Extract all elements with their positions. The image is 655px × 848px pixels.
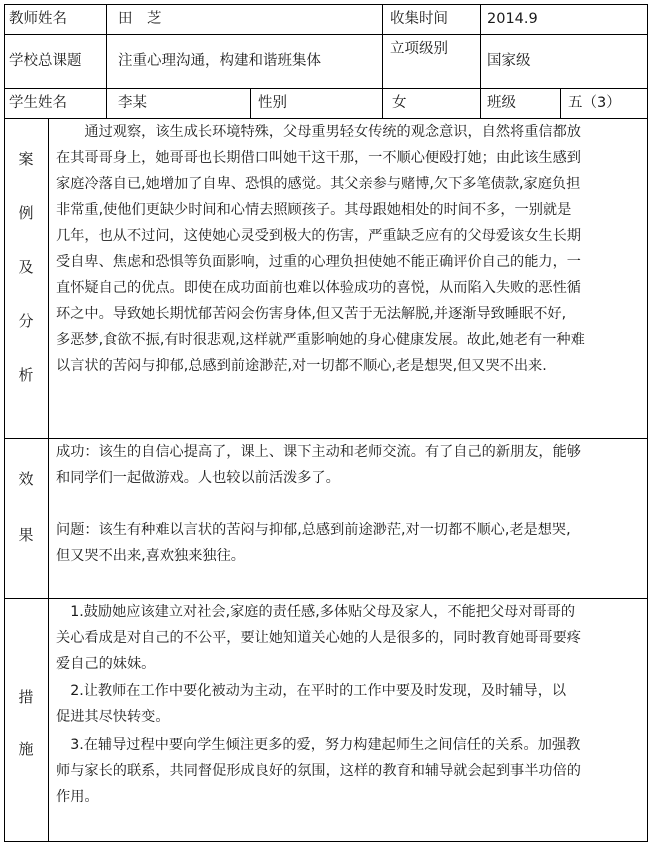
- student-name-label: 学生姓名: [9, 95, 67, 111]
- effect-side-label-1: 果: [18, 526, 34, 544]
- effect-problem-text: 问题：该生有种难以言状的苦闷与抑郁,总感到前途渺茫,对一切都不顺心,老是想哭, 但又哭不出来,喜欢独来独往。: [56, 522, 571, 564]
- case-side-label-4: 析: [18, 366, 34, 384]
- col-divider: [106, 4, 107, 118]
- row-divider: [4, 34, 648, 35]
- gender-label: 性别: [258, 95, 287, 111]
- collect-time-label: 收集时间: [390, 11, 448, 27]
- class-value: 五（3）: [568, 95, 621, 111]
- measure-item-2: 2.让教师在工作中要化被动为主动，在平时的工作中要及时发现，及时辅导，以 促进其尽快转变。: [56, 683, 567, 725]
- col-divider: [48, 118, 49, 842]
- measure-item-3: 3.在辅导过程中要向学生倾注更多的爱，努力构建起师生之间信任的关系。加强教 师与家长的联系，共同督促形成良好的氛围，这样的教育和辅导就会起到事半功倍的 作用。: [56, 737, 581, 805]
- col-divider: [480, 4, 481, 118]
- case-side-label-3: 分: [18, 312, 34, 330]
- school-topic-label: 学校总课题: [9, 53, 82, 69]
- project-level-label: 立项级别: [390, 41, 448, 57]
- col-divider: [560, 88, 561, 118]
- effect-side-label-0: 效: [18, 470, 34, 488]
- school-topic-value: 注重心理沟通，构建和谐班集体: [118, 53, 321, 69]
- teacher-name-value: 田 芝: [118, 11, 162, 27]
- measures-side-label-1: 施: [18, 740, 34, 758]
- col-divider: [382, 4, 383, 118]
- measures-side-label-0: 措: [18, 688, 34, 706]
- col-divider: [250, 88, 251, 118]
- gender-value: 女: [392, 95, 407, 111]
- case-side-label-1: 例: [18, 204, 34, 222]
- student-name-value: 李某: [118, 95, 147, 111]
- case-side-label-2: 及: [18, 258, 34, 276]
- case-analysis-text: 通过观察，该生成长环境特殊，父母重男轻女传统的观念意识，自然将重信都放 在其哥哥身上，她哥哥也长期借口叫她干这干那，一不顺心便殴打她；由此该生感到 家庭冷落自已,她增加了自卑、恐惧的感觉。其父亲参与赌博,欠下多笔债款,家庭负担 非常重,使他们更缺少时间和心情去照顾孩子。其母跟她相处的时间不多，一别就是 几年，也从不过问，这使她心灵受到极大的伤害，严重缺乏应有的父母爱该女生长期 受自卑、焦虑和恐惧等负面影响，过重的心理负担使她不能正确评价自己的能力，一 直怀疑自己的优点。即使在成功面前也难以体验成功的喜悦，从而陷入失败的恶性循 环之中。导致她长期忧郁苦闷会伤害身体,但又苦于无法解脱,并逐渐导致睡眠不好, 多恶梦,食欲不振,有时很悲观,这样就严重影响她的身心健康发展。故此,她老有一种难 以言状的苦闷与抑郁,总感到前途渺茫,对一切都不顺心,老是想哭,但又哭不出来.: [56, 124, 585, 374]
- case-side-label-0: 案: [18, 150, 34, 168]
- teacher-name-label: 教师姓名: [9, 11, 67, 27]
- class-label: 班级: [487, 95, 516, 111]
- project-level-value: 国家级: [487, 53, 531, 69]
- measure-item-1: 1.鼓励她应该建立对社会,家庭的责任感,多体贴父母及家人，不能把父母对哥哥的 关心看成是对自己的不公平，要让她知道关心她的人是很多的，同时教育她哥哥要疼 爱自己的妹妹。: [56, 604, 581, 672]
- effect-success-text: 成功：该生的自信心提高了，课上、课下主动和老师交流。有了自己的新朋友，能够 和同学们一起做游戏。人也较以前活泼多了。: [56, 444, 581, 486]
- row-divider: [4, 88, 648, 89]
- collect-time-value: 2014.9: [487, 11, 538, 27]
